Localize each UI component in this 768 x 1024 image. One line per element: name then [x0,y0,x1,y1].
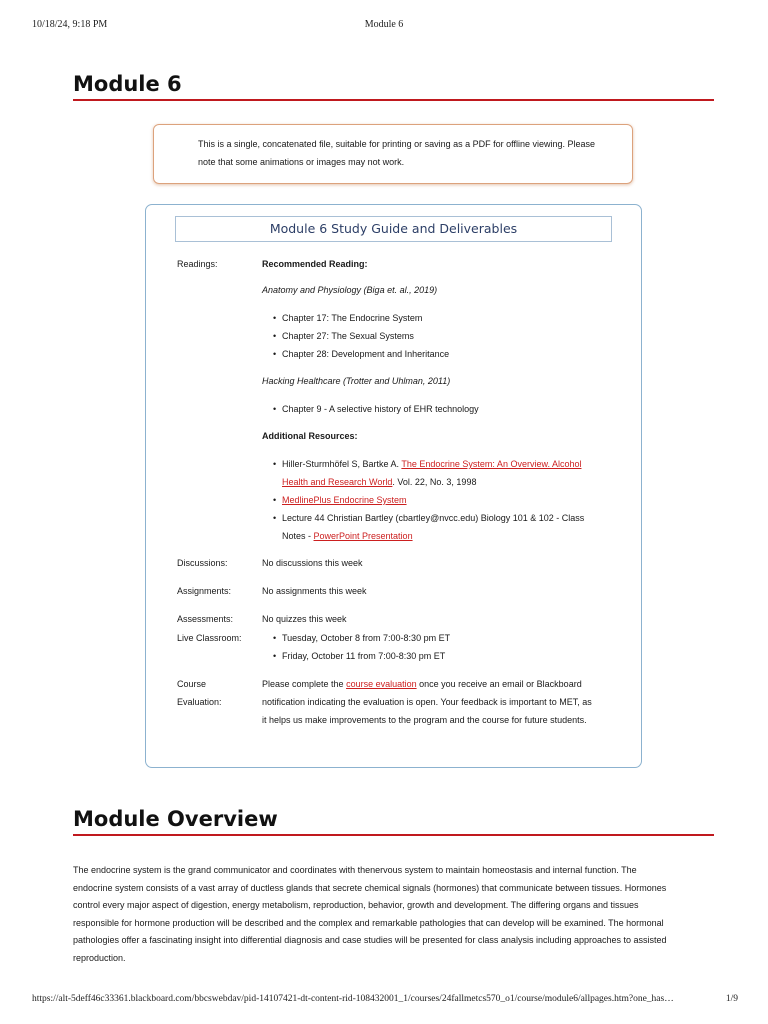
print-footer [0,994,768,1008]
overview-paragraph [73,862,709,967]
resource-item-medlineplus [282,491,622,509]
print-date: 10/18/24, 9:18 PM [32,19,108,30]
print-title: Module 6 [364,19,404,30]
resource-authors: Hiller-Sturmhöfel S, Bartke A. [282,459,402,469]
list-item: • Friday, October 11 from 7:00-8:30 pm ET [282,647,622,665]
print-url: https://alt-5deff46c33361.blackboard.com/bbcswebdav/pid-14107421-dt-content-rid-108432001_1/courses/24fallmetcs570_o1/course/module6/allpages.htm?one_has… [32,994,674,1004]
list-item: • Chapter 27: The Sexual Systems [282,327,622,345]
book-anatomy-physiology: Anatomy and Physiology (Biga et. al., 2019) [262,285,438,295]
assignments-value: No assignments this week [262,586,367,596]
evaluation-line-3: it helps us make improvements to the program and the course for future students. [262,715,587,725]
resource-item-endocrine-overview [282,455,622,473]
study-guide-panel [145,204,642,768]
offline-notice [153,124,633,184]
readings-label: Readings: [177,259,218,269]
resource-item-endocrine-overview-cont [282,473,642,491]
list-item: • Chapter 17: The Endocrine System [282,309,622,327]
endocrine-overview-link-cont[interactable]: Health and Research World [282,477,393,487]
notice-line-1: This is a single, concatenated file, suitable for printing or saving as a PDF for offline viewing. Please [198,139,596,149]
lecture-notes-prefix: Notes - [282,531,314,541]
list-item: • Tuesday, October 8 from 7:00-8:30 pm ET [282,629,622,647]
overview-line: endocrine system consists of a vast array of ductless glands that secrete chemical signals (hormones) that communicate between tissues. Hormones [73,882,667,893]
evaluation-prefix: Please complete the [262,679,347,689]
course-evaluation-label-2: Evaluation: [177,697,222,707]
discussions-value: No discussions this week [262,558,363,568]
evaluation-line-2: notification indicating the evaluation is open. Your feedback is important to MET, as [262,697,592,707]
overview-line: The endocrine system is the grand communicator and coordinates with thenervous system to maintain homeostasis and internal function. The [73,865,637,875]
course-evaluation-label: Course [177,679,207,689]
study-guide-title: Module 6 Study Guide and Deliverables [175,216,612,242]
page-number: 1/9 [725,994,738,1004]
discussions-label: Discussions: [177,558,228,568]
assignments-label: Assignments: [177,586,232,596]
recommended-reading-heading: Recommended Reading: [262,259,368,269]
overview-line: reproduction. [73,952,126,963]
list-item: • Chapter 9 - A selective history of EHR technology [282,400,622,418]
print-header [0,19,768,33]
medlineplus-link[interactable]: MedlinePlus Endocrine System [282,495,407,505]
list-item: • Chapter 28: Development and Inheritance [282,345,622,363]
overview-line: control every major aspect of digestion, energy metabolism, reproduction, behavior, growth and development. The differing organs and tissues [73,900,639,910]
notice-line-2: note that some animations or images may not work. [198,157,405,167]
additional-resources-heading: Additional Resources: [262,431,358,441]
overview-line: responsible for hormone production will be described and the complex and remarkable pathologies that can develop will be examined. The hormonal [73,917,664,928]
overview-line: pathologies offer a fascinating insight into differential diagnosis and case studies will be presented for class analysis including approaches to assisted [73,935,667,945]
book-hacking-healthcare: Hacking Healthcare (Trotter and Uhlman, 2011) [262,376,451,386]
assessments-value: No quizzes this week [262,614,347,624]
resource-item-lecture-cont [282,527,642,545]
assessments-label: Assessments: [177,614,234,624]
powerpoint-link[interactable]: PowerPoint Presentation [313,531,413,541]
overview-title: Module Overview [73,807,714,836]
page-title: Module 6 [73,72,714,101]
resource-item-lecture: • Lecture 44 Christian Bartley (cbartley@nvcc.edu) Biology 101 & 102 - Class [282,509,622,527]
course-evaluation-link[interactable]: course evaluation [346,679,417,689]
evaluation-suffix: once you receive an email or Blackboard [416,679,582,689]
resource-citation: . Vol. 22, No. 3, 1998 [392,477,477,487]
endocrine-overview-link[interactable]: The Endocrine System: An Overview. Alcohol [401,459,582,469]
evaluation-line-1 [262,675,622,693]
live-classroom-label: Live Classroom: [177,633,242,643]
